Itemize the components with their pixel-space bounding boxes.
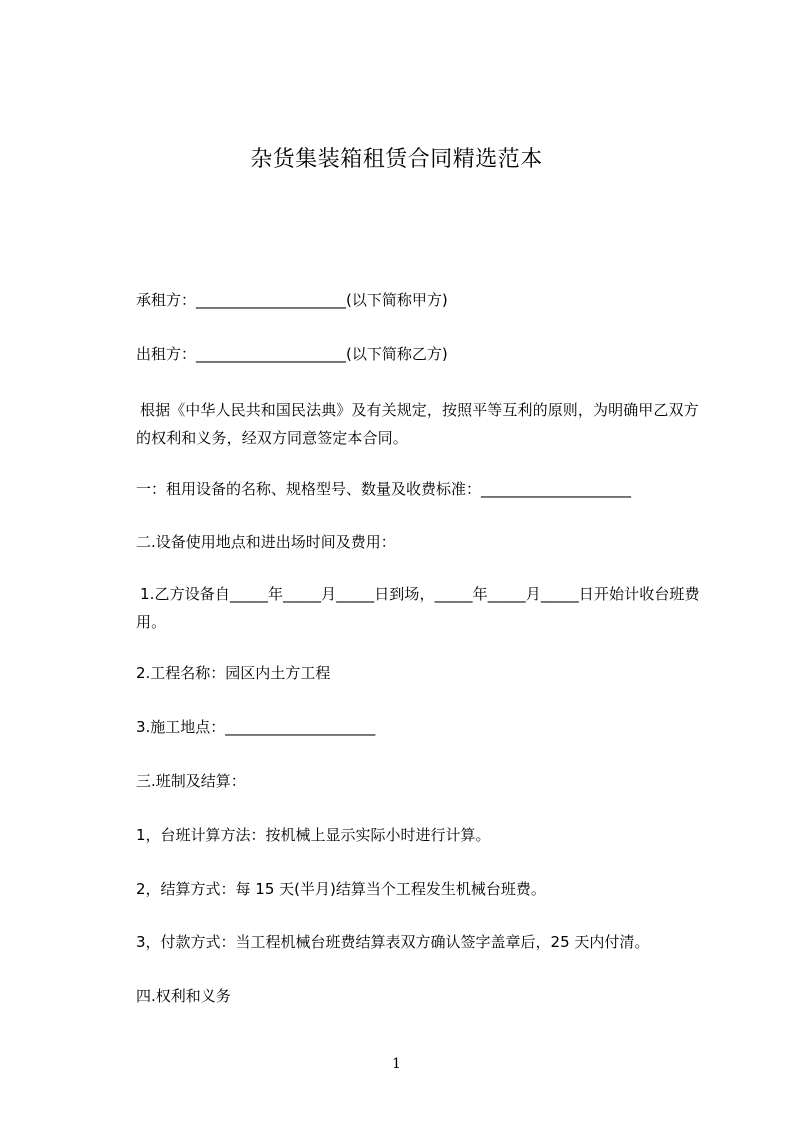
clause-3-1: 1，台班计算方法：按机械上显示实际小时进行计算。 [136, 826, 491, 844]
preamble-paragraph: 根据《中华人民共和国民法典》及有关规定，按照平等互利的原则，为明确甲乙双方的权利和义务，经双方同意签定本合同。 [136, 401, 699, 447]
section-2-heading: 二.设备使用地点和进出场时间及费用： [136, 533, 396, 551]
section-1-equipment: 一：租用设备的名称、规格型号、数量及收费标准：____________________ [136, 480, 632, 498]
clause-2-1: 1.乙方设备自_____年_____月_____日到场，_____年_____月_____日开始计收台班费用。 [136, 585, 700, 631]
clause-3-2: 2，结算方式：每 15 天(半月)结算当个工程发生机械台班费。 [136, 880, 546, 898]
page-number: 1 [392, 1056, 401, 1072]
lessor-line: 出租方：____________________(以下简称乙方) [136, 345, 448, 363]
section-4-heading: 四.权利和义务 [136, 987, 231, 1005]
clause-2-2: 2.工程名称：园区内土方工程 [136, 664, 331, 682]
document-title: 杂货集装箱租赁合同精选范本 [250, 147, 543, 172]
clause-3-3: 3，付款方式：当工程机械台班费结算表双方确认签字盖章后，25 天内付清。 [136, 933, 650, 951]
section-3-heading: 三.班制及结算： [136, 772, 246, 790]
clause-2-3: 3.施工地点：____________________ [136, 718, 376, 736]
lessee-line: 承租方：____________________(以下简称甲方) [136, 291, 448, 309]
